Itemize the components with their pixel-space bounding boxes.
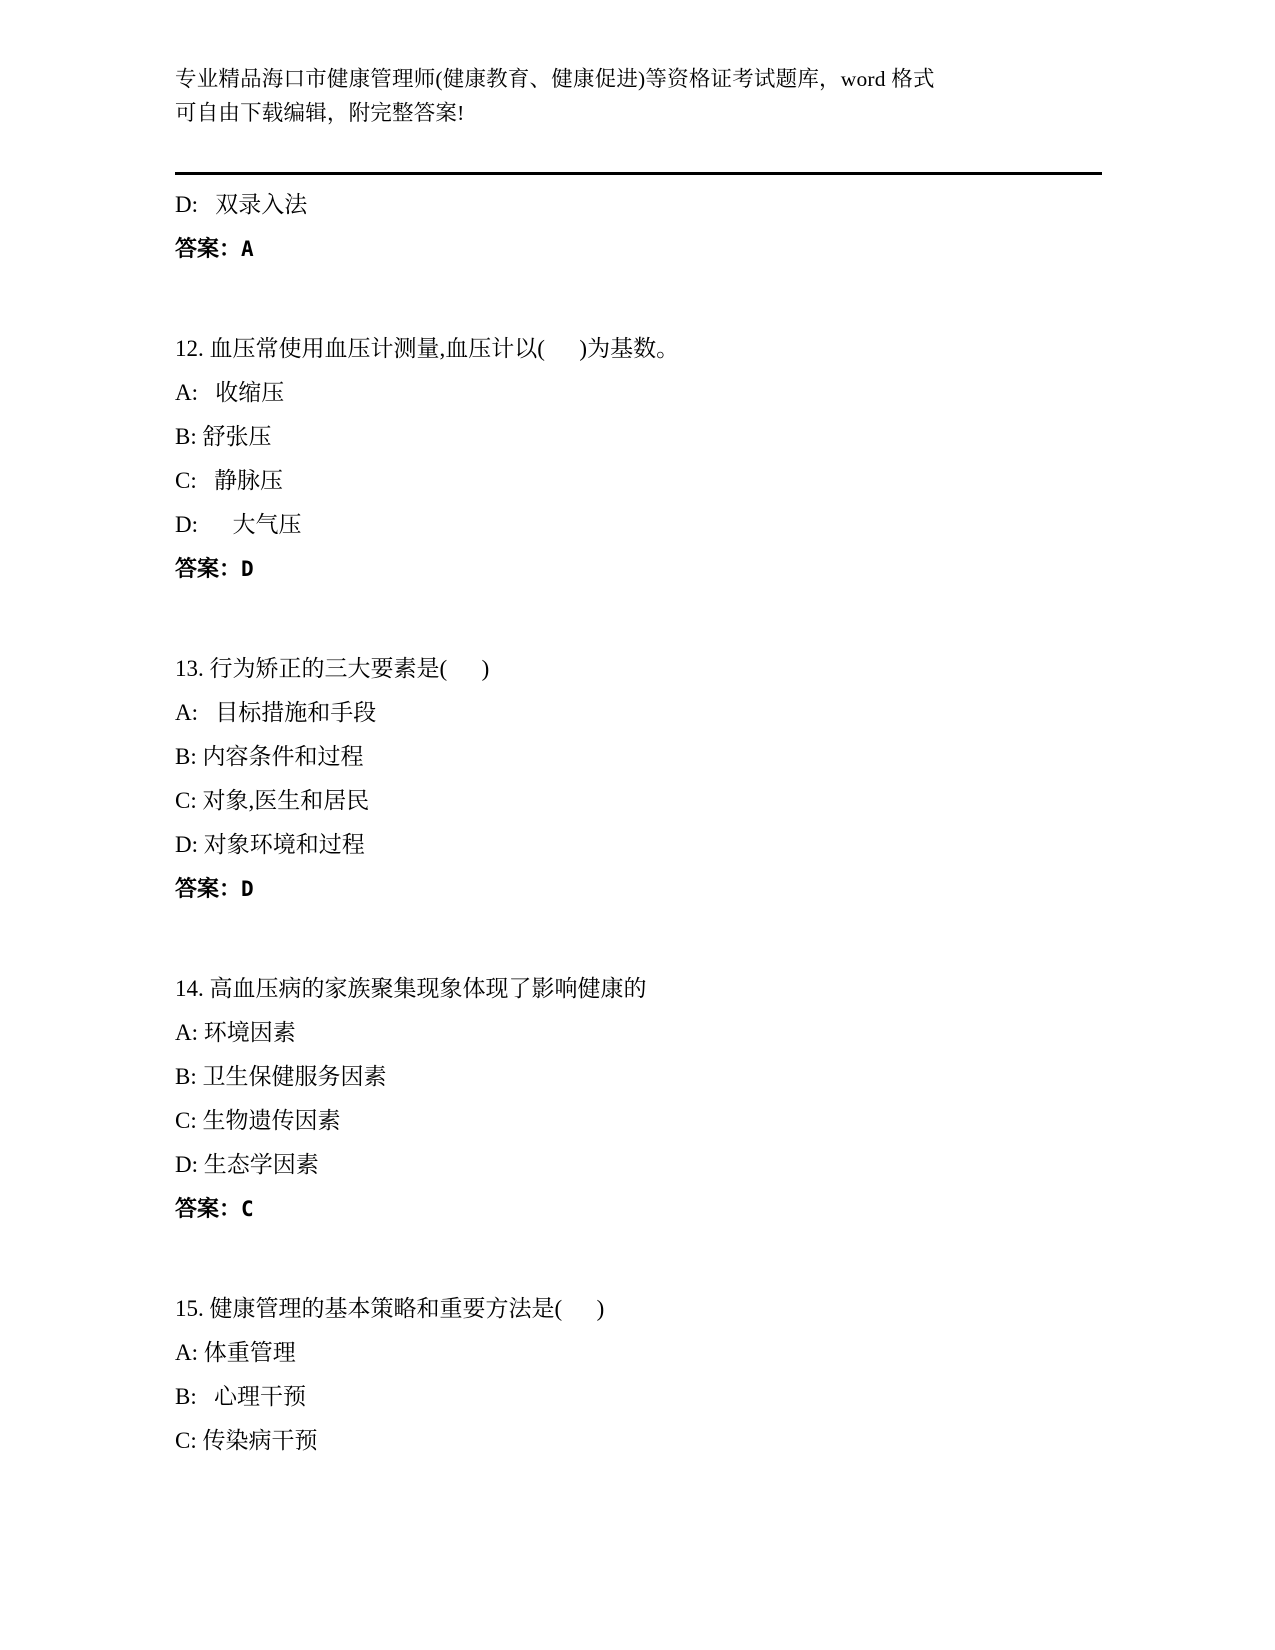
answer-value: A	[241, 237, 254, 261]
option-item: B: 卫生保健服务因素	[175, 1064, 387, 1089]
block-spacer	[175, 271, 1105, 327]
option-item: C: 静脉压	[175, 468, 283, 493]
block-spacer	[175, 1231, 1105, 1287]
option-item: A: 收缩压	[175, 380, 285, 405]
question-block-15	[175, 1287, 1105, 1463]
question-block-12	[175, 327, 1105, 591]
answer-row	[175, 227, 1105, 271]
answer-row	[175, 1187, 1105, 1231]
answer-value: C	[241, 1197, 254, 1221]
option-item: C: 生物遗传因素	[175, 1108, 341, 1133]
option-item: C: 对象,医生和居民	[175, 788, 370, 813]
question-block-13	[175, 647, 1105, 911]
option-item: A: 目标措施和手段	[175, 700, 377, 725]
answer-row	[175, 547, 1105, 591]
option-item: B: 舒张压	[175, 424, 272, 449]
answer-row	[175, 867, 1105, 911]
block-spacer	[175, 911, 1105, 967]
option-item: D: 生态学因素	[175, 1152, 319, 1177]
question-block-14	[175, 967, 1105, 1231]
question-stem: 14. 高血压病的家族聚集现象体现了影响健康的	[175, 976, 647, 1001]
header-line-2: 可自由下载编辑，附完整答案!	[175, 101, 465, 125]
question-stem: 13. 行为矫正的三大要素是( )	[175, 656, 490, 681]
answer-label: 答案：	[175, 556, 242, 581]
answer-label: 答案：	[175, 876, 242, 901]
question-list	[175, 183, 1105, 1463]
option-item: A: 体重管理	[175, 1340, 296, 1365]
option-item: A: 环境因素	[175, 1020, 296, 1045]
option-item: D: 双录入法	[175, 192, 308, 217]
header-divider	[175, 172, 1102, 175]
header-line-1: 专业精品海口市健康管理师(健康教育、健康促进)等资格证考试题库，word 格式	[175, 67, 935, 91]
answer-label: 答案：	[175, 1196, 242, 1221]
option-item: B: 心理干预	[175, 1384, 306, 1409]
option-item: C: 传染病干预	[175, 1428, 318, 1453]
answer-value: D	[241, 877, 254, 901]
option-item: D: 大气压	[175, 512, 302, 537]
question-block-partial	[175, 183, 1105, 271]
question-stem: 15. 健康管理的基本策略和重要方法是( )	[175, 1296, 605, 1321]
block-spacer	[175, 591, 1105, 647]
option-item: B: 内容条件和过程	[175, 744, 364, 769]
page-header	[175, 62, 1100, 130]
option-item: D: 对象环境和过程	[175, 832, 365, 857]
answer-label: 答案：	[175, 236, 242, 261]
question-stem: 12. 血压常使用血压计测量,血压计以( )为基数。	[175, 336, 680, 361]
answer-value: D	[241, 557, 254, 581]
